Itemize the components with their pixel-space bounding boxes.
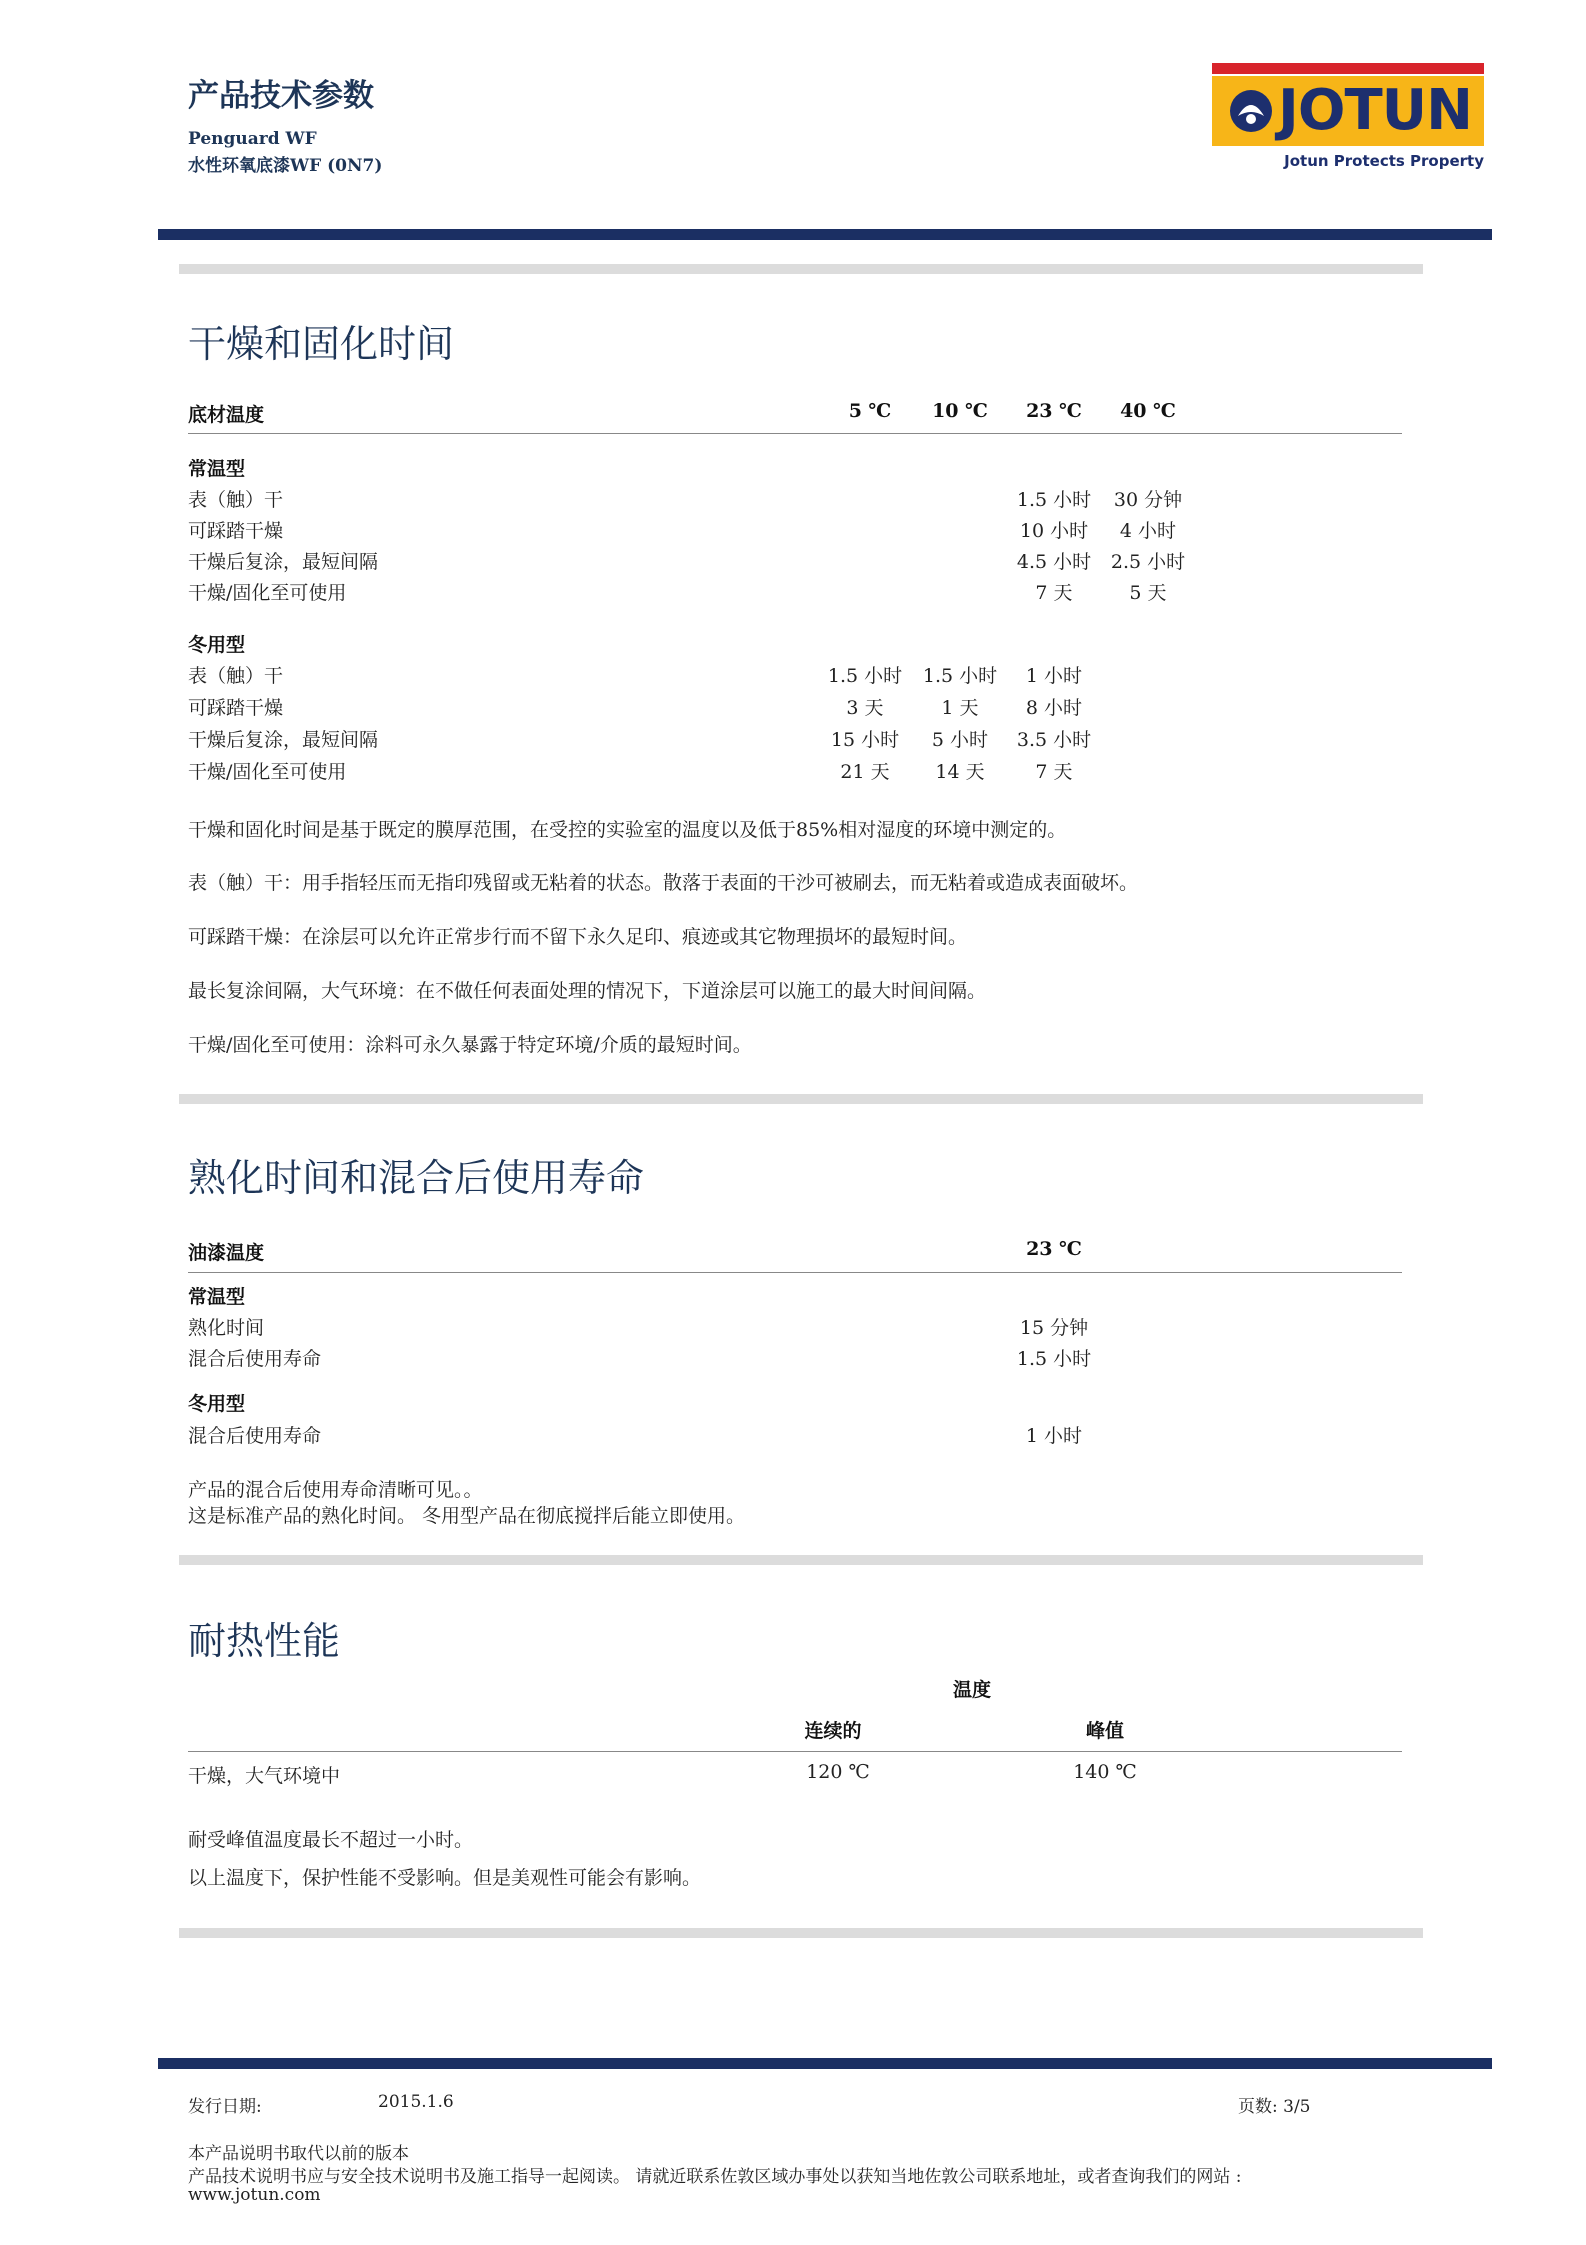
row-label: 表（触）干	[188, 665, 284, 687]
table-cell: 1.5 小时	[827, 665, 903, 687]
table-rule	[188, 1751, 1402, 1752]
table-cell: 3 天	[846, 697, 884, 719]
table-cell: 1.5 小时	[1016, 489, 1092, 511]
issue-date: 2015.1.6	[378, 2092, 454, 2112]
table-cell: 1 小时	[1025, 1425, 1083, 1447]
winter-type-label: 冬用型	[188, 634, 246, 656]
peak-col-label: 峰值	[1085, 1720, 1124, 1742]
table-cell: 2.5 小时	[1110, 551, 1186, 573]
normal-type-label: 常温型	[188, 458, 246, 480]
row-label: 干燥后复涂，最短间隔	[188, 551, 379, 573]
logo-tagline: Jotun Protects Property	[1284, 152, 1484, 170]
table-cell: 15 分钟	[1019, 1317, 1089, 1339]
row-label: 混合后使用寿命	[188, 1425, 322, 1447]
row-label: 表（触）干	[188, 489, 284, 511]
document-title: 产品技术参数	[188, 78, 374, 114]
table-cell: 30 分钟	[1113, 489, 1183, 511]
pot-life-heading: 熟化时间和混合后使用寿命	[188, 1156, 645, 1200]
table-cell: 1 小时	[1025, 665, 1083, 687]
table-cell: 7 天	[1035, 582, 1073, 604]
table-cell: 1 天	[941, 697, 979, 719]
drying-note: 干燥/固化至可使用：涂料可永久暴露于特定环境/介质的最短时间。	[188, 1034, 752, 1056]
table-cell: 21 天	[840, 761, 890, 783]
temp-header: 23 ℃	[1026, 1238, 1082, 1260]
row-label: 可踩踏干燥	[188, 697, 284, 719]
safety-note: 产品技术说明书应与安全技术说明书及施工指导一起阅读。 请就近联系佐敦区域办事处以获知当地佐敦公司联系地址，或者查询我们的网站 :	[188, 2167, 1242, 2187]
jotun-logo	[1212, 63, 1484, 175]
temp-header: 10 ℃	[932, 400, 988, 422]
section-divider	[179, 1094, 1423, 1104]
row-label: 干燥后复涂，最短间隔	[188, 729, 379, 751]
product-name-cn: 水性环氧底漆WF (0N7)	[188, 156, 383, 176]
table-cell: 5 天	[1129, 582, 1167, 604]
table-rule	[188, 1272, 1402, 1273]
product-name-en: Penguard WF	[188, 129, 317, 149]
logo-yellow-box	[1212, 76, 1484, 146]
footer-divider	[158, 2058, 1492, 2069]
temp-header: 40 ℃	[1120, 400, 1176, 422]
winter-type-label: 冬用型	[188, 1393, 246, 1415]
row-label: 干燥/固化至可使用	[188, 582, 347, 604]
table-cell: 7 天	[1035, 761, 1073, 783]
continuous-col-label: 连续的	[804, 1720, 862, 1742]
row-label: 可踩踏干燥	[188, 520, 284, 542]
table-cell: 1.5 小时	[922, 665, 998, 687]
drying-note: 最长复涂间隔，大气环境：在不做任何表面处理的情况下，下道涂层可以施工的最大时间间隔。	[188, 980, 987, 1002]
section-divider	[179, 264, 1423, 274]
row-label: 混合后使用寿命	[188, 1348, 322, 1370]
heat-note: 以上温度下，保护性能不受影响。但是美观性可能会有影响。	[188, 1867, 702, 1889]
drying-note: 干燥和固化时间是基于既定的膜厚范围，在受控的实验室的温度以及低于85%相对湿度的环境中测定的。	[188, 819, 1067, 841]
table-cell: 5 小时	[931, 729, 989, 751]
table-cell: 15 小时	[830, 729, 900, 751]
header-divider	[158, 229, 1492, 240]
table-cell: 140 ℃	[1073, 1761, 1137, 1783]
table-cell: 120 ℃	[806, 1761, 870, 1783]
pot-life-note: 产品的混合后使用寿命清晰可见。。	[188, 1479, 483, 1501]
normal-type-label: 常温型	[188, 1286, 246, 1308]
drying-heading: 干燥和固化时间	[188, 322, 455, 366]
substrate-temp-label: 底材温度	[188, 404, 265, 426]
table-rule	[188, 433, 1402, 434]
drying-note: 可踩踏干燥：在涂层可以允许正常步行而不留下永久足印、痕迹或其它物理损坏的最短时间。	[188, 926, 968, 948]
whale-emblem-icon	[1226, 86, 1276, 136]
table-cell: 14 天	[935, 761, 985, 783]
pot-life-note: 这是标准产品的熟化时间。 冬用型产品在彻底搅拌后能立即使用。	[188, 1505, 746, 1527]
table-cell: 4 小时	[1119, 520, 1177, 542]
section-divider	[179, 1928, 1423, 1938]
website-link[interactable]: www.jotun.com	[188, 2185, 321, 2205]
logo-wordmark: JOTUN	[1278, 78, 1472, 143]
heat-note: 耐受峰值温度最长不超过一小时。	[188, 1829, 474, 1851]
section-divider	[179, 1555, 1423, 1565]
logo-red-stripe	[1212, 63, 1484, 74]
issue-date-label: 发行日期:	[188, 2097, 262, 2117]
drying-note: 表（触）干：用手指轻压而无指印残留或无粘着的状态。散落于表面的干沙可被刷去，而无粘着或造成表面破坏。	[188, 872, 1139, 894]
temp-header: 23 ℃	[1026, 400, 1082, 422]
table-cell: 3.5 小时	[1016, 729, 1092, 751]
heat-heading: 耐热性能	[188, 1619, 341, 1663]
page-number: 页数: 3/5	[1238, 2097, 1311, 2117]
table-cell: 1.5 小时	[1016, 1348, 1092, 1370]
row-label: 熟化时间	[188, 1317, 265, 1339]
table-cell: 4.5 小时	[1016, 551, 1092, 573]
temperature-group-label: 温度	[952, 1679, 991, 1701]
table-cell: 10 小时	[1019, 520, 1089, 542]
table-cell: 8 小时	[1025, 697, 1083, 719]
supersede-note: 本产品说明书取代以前的版本	[188, 2144, 409, 2164]
row-label: 干燥，大气环境中	[188, 1765, 341, 1787]
paint-temp-label: 油漆温度	[188, 1242, 265, 1264]
temp-header: 5 ℃	[848, 400, 892, 422]
row-label: 干燥/固化至可使用	[188, 761, 347, 783]
